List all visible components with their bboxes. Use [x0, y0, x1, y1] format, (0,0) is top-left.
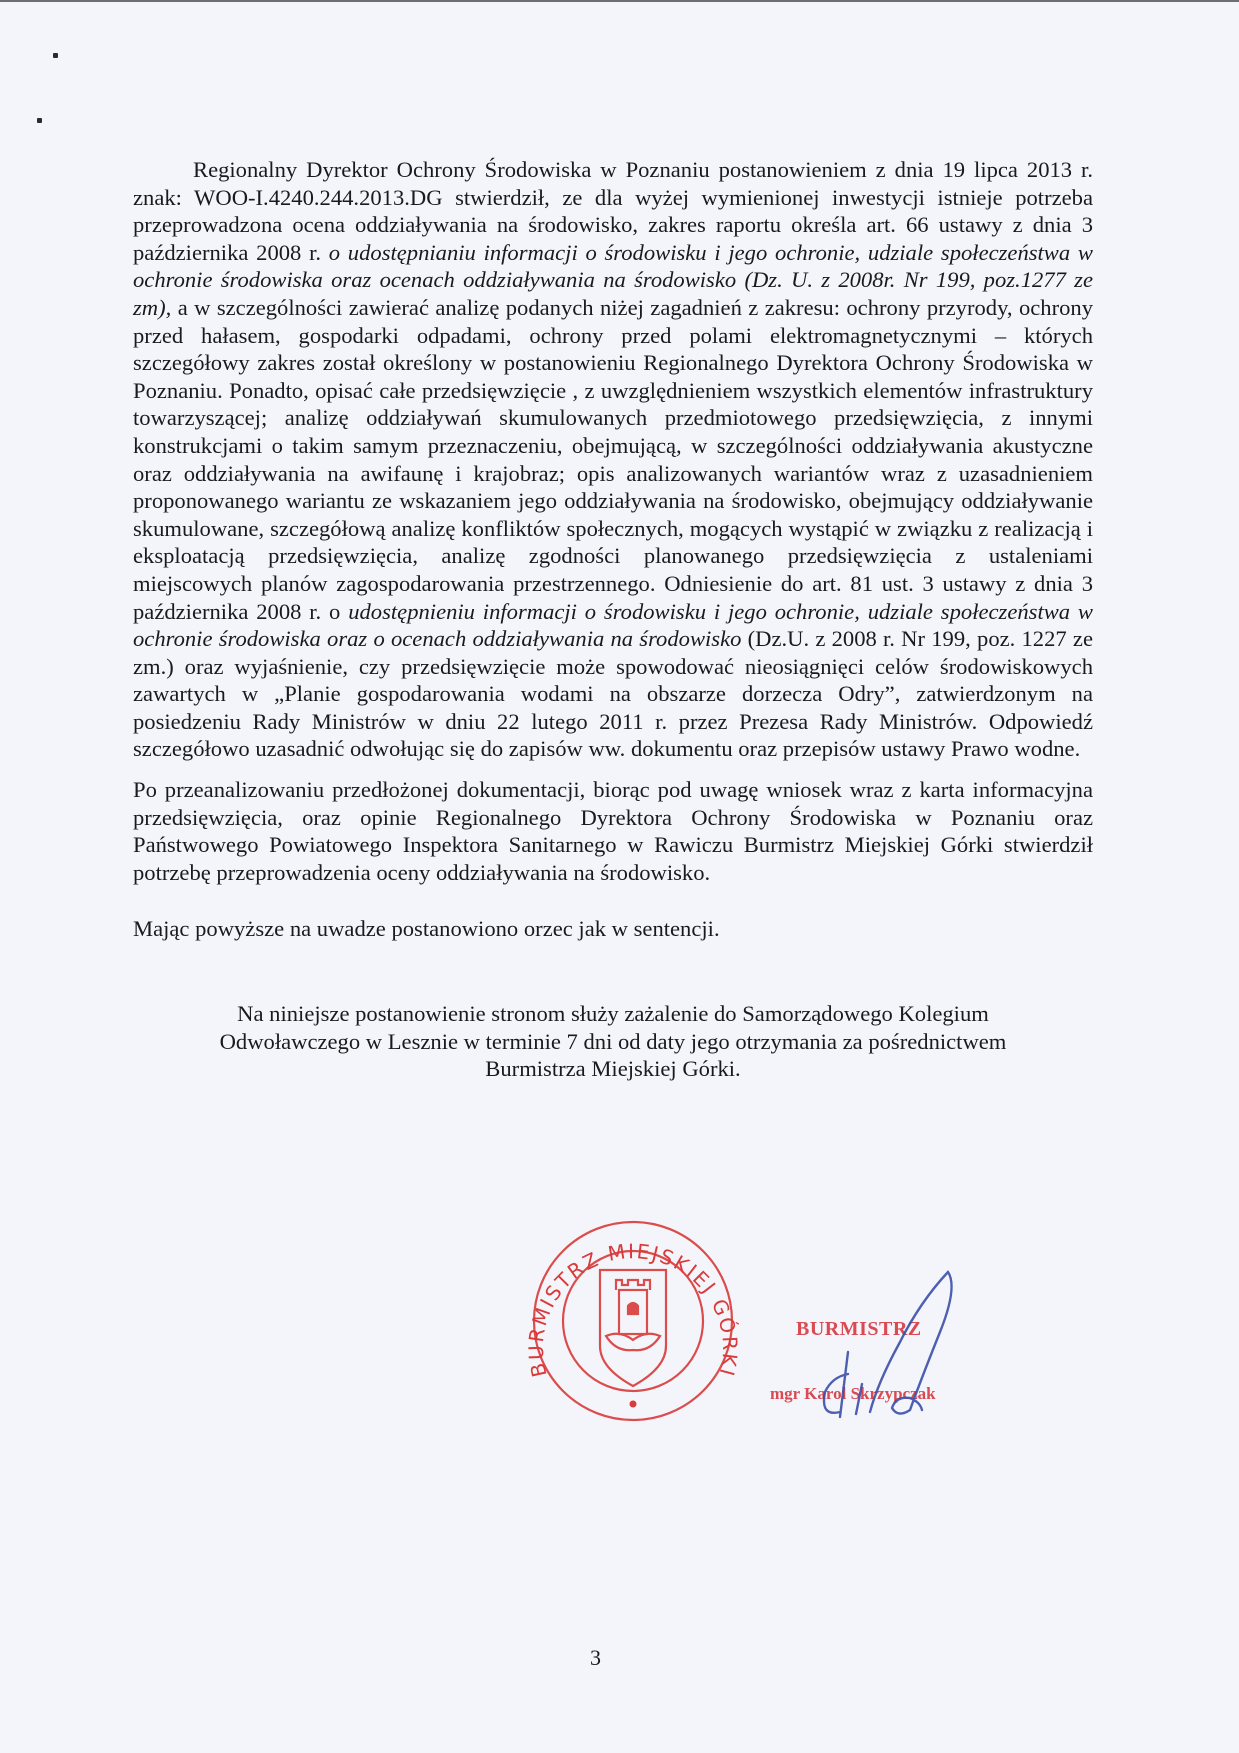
signatory-name: mgr Karol Skrzypczak: [770, 1384, 936, 1403]
signature-title: BURMISTRZ: [796, 1318, 922, 1340]
page-number: 3: [590, 1645, 601, 1670]
paragraph-decision: Mając powyższe na uwadze postanowiono orzec jak w sentencji.: [133, 916, 720, 942]
paragraph-conclusion: Po przeanalizowaniu przedłożonej dokumentacji, biorąc pod uwagę wniosek wraz z karta informacyjna przedsięwzięcia, oraz opinie Regionalnego Dyrektora Ochrony Środowiska w Poznaniu oraz Państwowego Powiatowego Inspektora Sanitarnego w Rawiczu Burmistrz Miejskiej Górki stwierdził potrzebę przeprowadzenia oceny oddziaływania na środowisko.: [133, 777, 1093, 885]
act-title-italic: udostępnieniu informacji o środowisku i jego ochronie, udziale społeczeństwa w ochronie środowiska oraz o ocenach oddziaływania na środowisko: [133, 598, 1093, 652]
coat-of-arms-shield-icon: [600, 1270, 666, 1386]
appeal-line: Odwoławczego w Lesznie w terminie 7 dni od daty jego otrzymania za pośrednictwem: [219, 1028, 1007, 1054]
document-body: [133, 156, 1093, 1083]
official-stamp: [520, 1218, 746, 1424]
handwritten-signature-icon: [770, 1262, 970, 1432]
scan-dot-mark: [53, 53, 58, 58]
paragraph-requirements: [133, 156, 1093, 763]
act-title-italic: o udostępnianiu informacji o środowisku i jego ochronie, udziale społeczeństwa w ochronie środowiska oraz ocenach oddziaływania na środowisko (Dz. U. z 2008r. Nr 199, poz.1277 ze zm),: [133, 239, 1093, 320]
appeal-line: Burmistrza Miejskiej Górki.: [485, 1056, 741, 1082]
stamp-ring-text: BURMISTRZ MIEJSKIEJ GÓRKI: [523, 1239, 743, 1381]
stamp-star-icon: [630, 1401, 637, 1408]
scan-edge: [0, 0, 1239, 2]
paragraph-text: a w szczególności zawierać analizę podanych niżej zagadnień z zakresu: ochrony przyrody, ochrony przed hałasem, gospodarki odpadami, ochrony przed polami elektromagnetycznymi – których szczegółowy zakres został określony w postanowieniu Regionalnego Dyrektora Ochrony Środowiska w Poznaniu. Ponadto, opisać całe przedsięwzięcie , z uwzględnieniem wszystkich elementów infrastruktury towarzyszącej; analizę oddziaływań skumulowanych przedmiotowego przedsięwzięcia, z innymi konstrukcjami o takim samym przeznaczeniu, obejmującą, w szczególności oddziaływania akustyczne oraz oddziaływania na awifaunę i krajobraz; opis analizowanych wariantów wraz z uzasadnieniem proponowanego wariantu ze wskazaniem jego oddziaływania na środowisko, obejmujący oddziaływanie skumulowane, szczegółową analizę konfliktów społecznych, mogących wystąpić w związku z realizacją i eksploatacją przedsięwzięcia, analizę zgodności planowanego przedsięwzięcia z ustaleniami miejscowych planów zagospodarowania przestrzennego. Odniesienie do art. 81 ust. 3 ustawy z dnia 3 października 2008 r. o: [133, 294, 1093, 624]
scan-dot-mark: [37, 118, 42, 123]
tower-icon: [606, 1280, 660, 1350]
paragraph-appeal: [133, 1000, 1093, 1083]
appeal-line: Na niniejsze postanowienie stronom służy zażalenie do Samorządowego Kolegium: [237, 1001, 989, 1027]
paragraph-text: Regionalny Dyrektor Ochrony Środowiska w Poznaniu postanowieniem z dnia 19 lipca 2013 r. znak: WOO-I.4240.244.2013.DG stwierdził, ze dla wyżej wymienionej inwestycji istnieje potrzeba przeprowadzona ocena oddziaływania na środowisko, zakres raportu określa art. 66 ustawy z dnia 3 października 2008 r.: [133, 157, 1093, 265]
paragraph-text: (Dz.U. z 2008 r. Nr 199, poz. 1227 ze zm.) oraz wyjaśnienie, czy przedsięwzięcie może spowodować nieosiągnięci celów środowiskowych zawartych w „Planie gospodarowania wodami na obszarze dorzecza Odry”, zatwierdzonym na posiedzeniu Rady Ministrów w dniu 22 lutego 2011 r. przez Prezesa Rady Ministrów. Odpowiedź szczegółowo uzasadnić odwołując się do zapisów ww. dokumentu oraz przepisów ustawy Prawo wodne.: [133, 626, 1093, 762]
